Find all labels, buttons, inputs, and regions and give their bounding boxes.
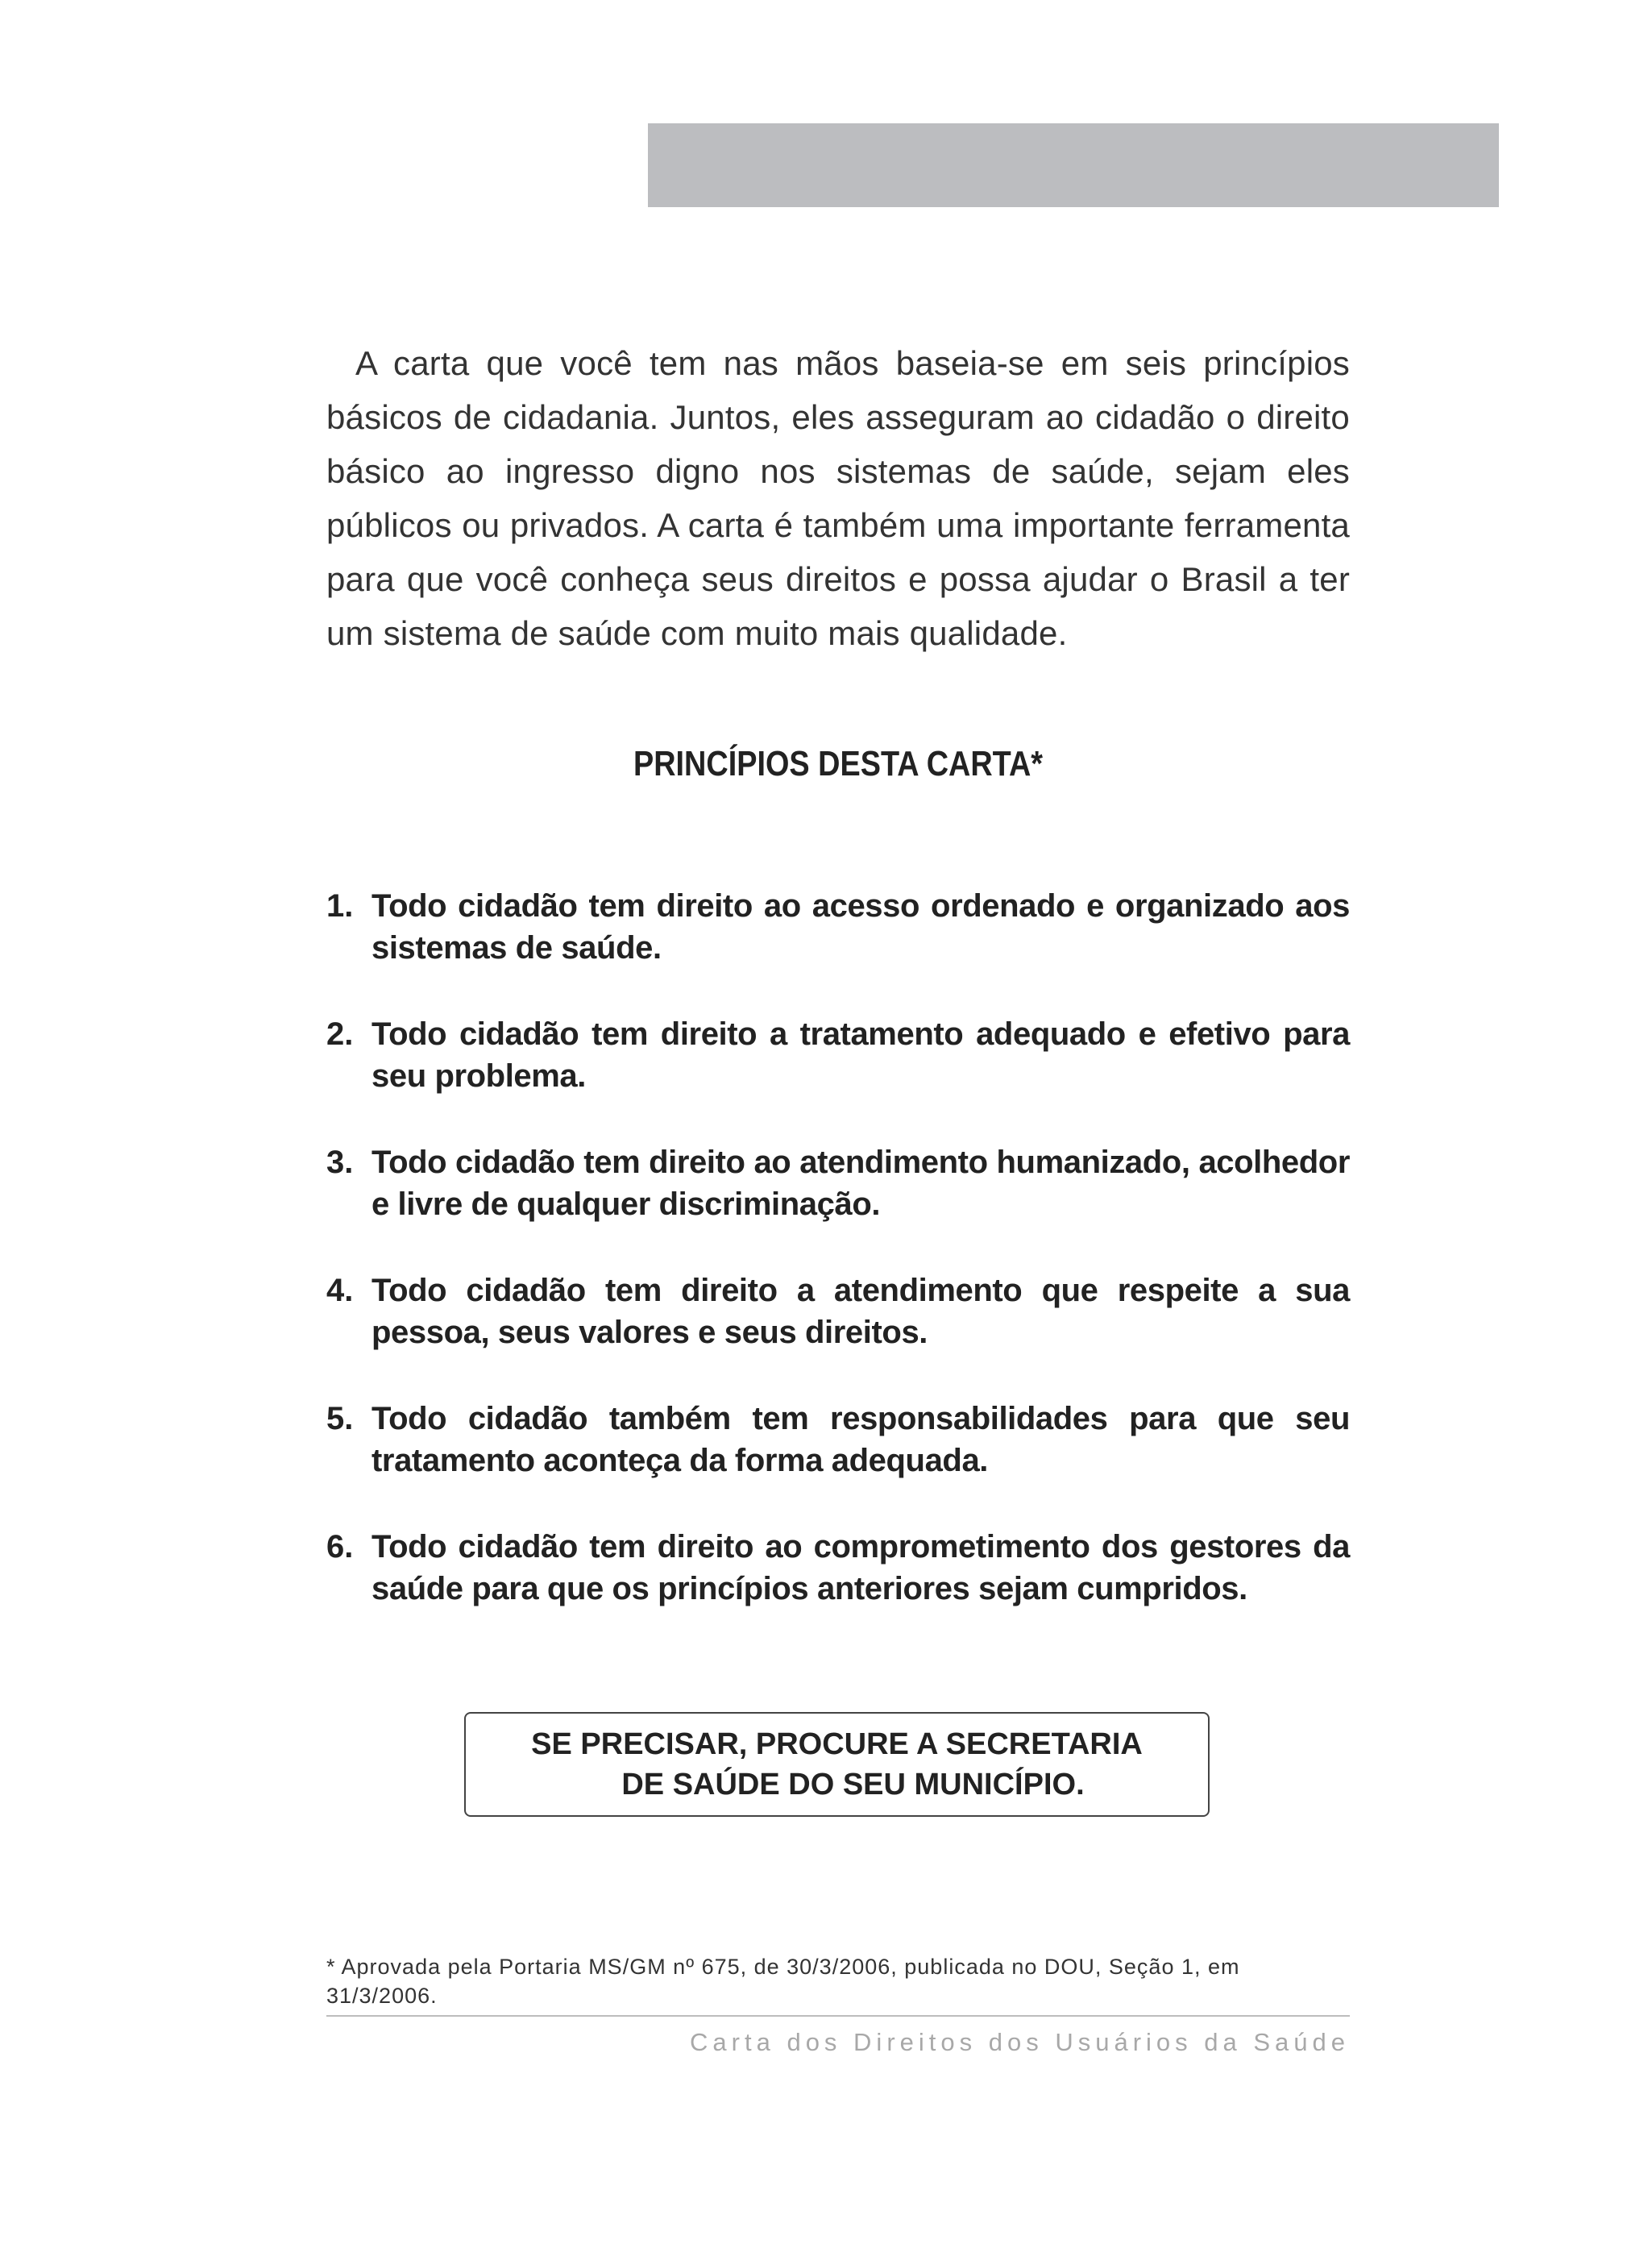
principle-number: 1. bbox=[326, 888, 354, 924]
header-bar bbox=[648, 123, 1499, 207]
principle-text: Todo cidadão tem direito ao comprometimento dos gestores da saúde para que os princípios anteriores sejam cumpridos. bbox=[371, 1529, 1350, 1606]
principle-number: 3. bbox=[326, 1145, 354, 1180]
principle-text: Todo cidadão tem direito a tratamento adequado e efetivo para seu problema. bbox=[371, 1016, 1350, 1094]
principle-item bbox=[326, 1141, 1350, 1225]
principle-number: 6. bbox=[326, 1529, 354, 1565]
notice-box bbox=[464, 1712, 1210, 1817]
notice-line-1: SE PRECISAR, PROCURE A SECRETARIA bbox=[531, 1727, 1143, 1761]
section-title: PRINCÍPIOS DESTA CARTA* bbox=[633, 744, 1044, 783]
principle-number: 4. bbox=[326, 1273, 354, 1308]
principle-text: Todo cidadão tem direito a atendimento que respeite a sua pessoa, seus valores e seus direitos. bbox=[371, 1273, 1350, 1350]
principle-text: Todo cidadão também tem responsabilidades para que seu tratamento aconteça da forma adequada. bbox=[371, 1401, 1350, 1478]
principle-text: Todo cidadão tem direito ao atendimento humanizado, acolhedor e livre de qualquer discriminação. bbox=[371, 1145, 1350, 1222]
footer-divider bbox=[326, 2015, 1350, 2017]
principle-item bbox=[326, 1526, 1350, 1610]
principle-number: 2. bbox=[326, 1016, 354, 1052]
footnote: * Aprovada pela Portaria MS/GM nº 675, de 30/3/2006, publicada no DOU, Seção 1, em 31/3/2006. bbox=[326, 1955, 1240, 2008]
principle-item bbox=[326, 885, 1350, 969]
principle-item bbox=[326, 1013, 1350, 1097]
principle-number: 5. bbox=[326, 1401, 354, 1436]
intro-paragraph: A carta que você tem nas mãos baseia-se em seis princípios básicos de cidadania. Juntos, eles asseguram ao cidadão o direito básico ao ingresso digno nos sistemas de saúde, sejam eles públicos ou privados. A carta é também uma importante ferramenta para que você conheça seus direitos e possa ajudar o Brasil a ter um sistema de saúde com muito mais qualidade. bbox=[326, 344, 1350, 652]
principle-text: Todo cidadão tem direito ao acesso ordenado e organizado aos sistemas de saúde. bbox=[371, 888, 1350, 966]
notice-line-2: DE SAÚDE DO SEU MUNICÍPIO. bbox=[621, 1768, 1085, 1801]
footer-title: Carta dos Direitos dos Usuários da Saúde bbox=[690, 2028, 1350, 2056]
principle-item bbox=[326, 1398, 1350, 1481]
principle-item bbox=[326, 1270, 1350, 1353]
principles-list bbox=[326, 885, 1350, 1654]
